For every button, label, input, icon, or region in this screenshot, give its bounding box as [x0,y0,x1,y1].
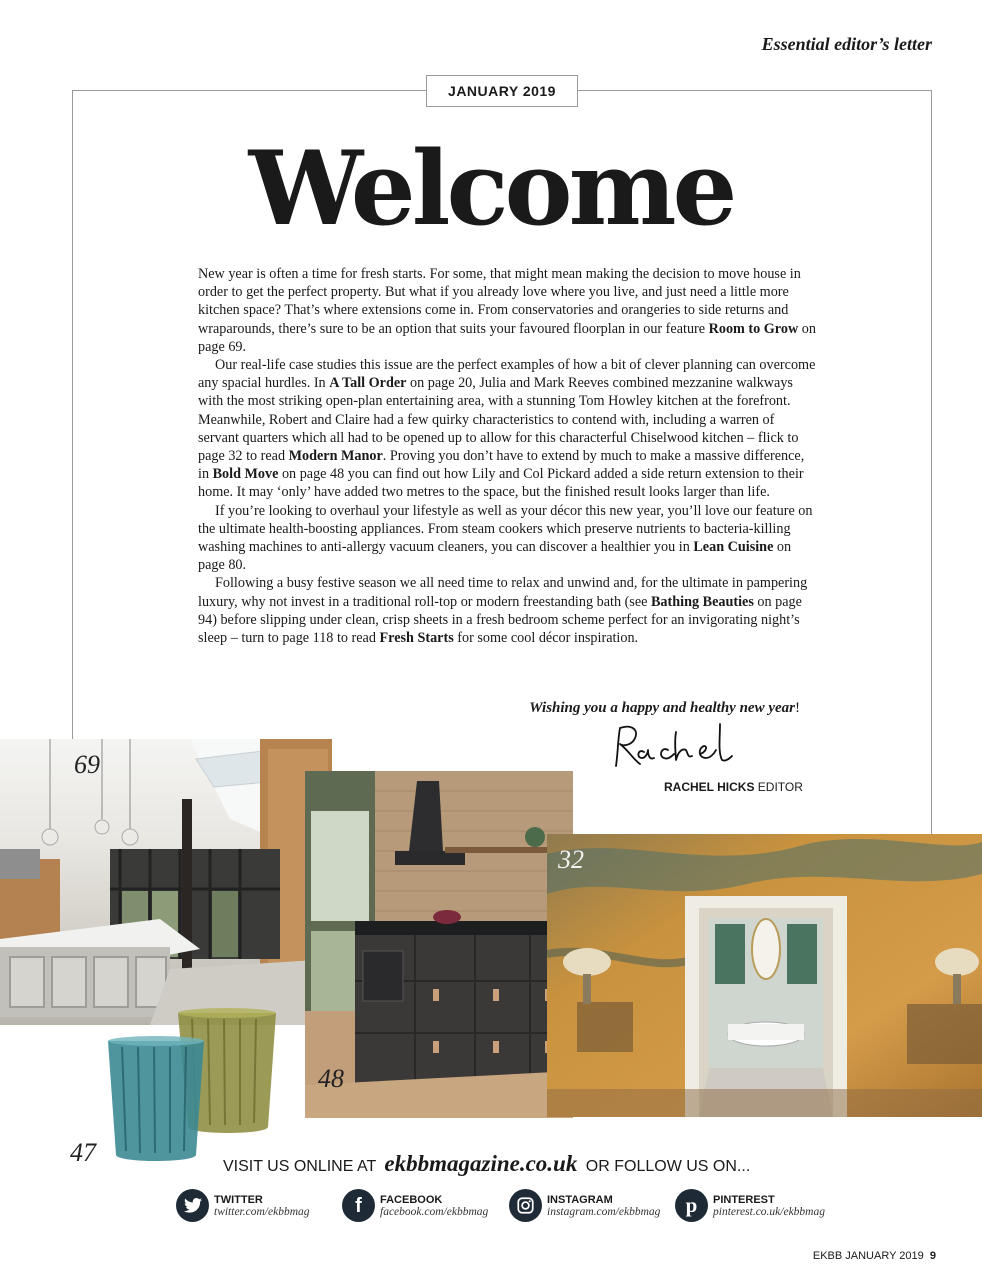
social-handle: twitter.com/ekbbmag [214,1205,310,1218]
text-run: If you’re looking to overhaul your lifestyle as well as your décor this new year, you’ll love our feature on the ultimate health-boosting appliances. From steam cookers which preserve nutrients to bacteria-killing washing machines to anti-allergy vacuum cleaners, you can discover a healthier you in [198,502,813,556]
text-run: on page 69. [198,320,816,355]
editor-letter-body [198,265,816,647]
page-number: 9 [929,1250,936,1262]
social-facebook[interactable] [342,1189,488,1222]
social-twitter[interactable] [176,1189,310,1222]
social-name: TWITTER [214,1193,263,1206]
website-link[interactable]: ekbbmagazine.co.uk [384,1151,578,1176]
social-name: FACEBOOK [380,1193,443,1206]
feature-title: A Tall Order [329,375,407,392]
paragraph [198,574,816,647]
photo-kitchen-extension [0,739,332,1025]
text-run: New year is often a time for fresh starts. For some, that might mean making the decision to move house in order to get the perfect property. But what if you already love where you live, and just need a little more kitchen space? That’s where extensions come in. From conservatories and orangeries to side returns and wraparounds, there’s sure to be an option that suits your favoured floorplan in our feature [198,266,801,337]
social-instagram[interactable] [509,1189,660,1222]
page-title: Welcome [248,129,734,249]
instagram-icon [509,1189,542,1222]
photo-drinking-glasses [100,1005,300,1165]
editor-role: EDITOR [757,780,803,794]
feature-title: Fresh Starts [379,630,454,647]
section-label: Essential editor’s letter [761,34,932,54]
page-ref-47: 47 [70,1138,96,1167]
page-ref-48: 48 [318,1064,344,1093]
text-run: on page 94) before slipping under clean, crisp sheets in a fresh bedroom scheme perfect for an invigorating night’s sleep – turn to page 118 to read [198,593,802,647]
issue-date-tab: JANUARY 2019 [426,75,578,107]
pinterest-icon: p [675,1189,708,1222]
feature-title: Lean Cuisine [693,539,774,556]
text-run: on page 48 you can find out how Lily and Col Pickard added a side return extension to their home. It may ‘only’ have added two metres to the space, but the finished result looks larger than life. [198,466,804,501]
feature-title: Bold Move [212,466,279,483]
editor-credit [664,780,803,794]
social-handle: pinterest.co.uk/ekbbmag [713,1205,825,1218]
photo-gilded-hallway [547,834,982,1117]
photo-dark-kitchen [305,771,573,1118]
paragraph [198,502,816,575]
social-pinterest[interactable] [675,1189,825,1222]
text-run: on page 80. [198,539,792,574]
visit-suffix: OR FOLLOW US ON... [585,1158,751,1175]
twitter-icon [176,1189,209,1222]
page-ref-32: 32 [558,845,584,874]
text-run: for some cool décor inspiration. [453,630,639,647]
wish-text: Wishing you a happy and healthy new year [529,700,795,716]
page-ref-69: 69 [74,750,100,779]
editor-name: RACHEL HICKS [664,780,755,794]
editor-signature [610,722,740,772]
facebook-icon: f [342,1189,375,1222]
feature-title: Modern Manor [288,448,383,465]
text-run: Following a busy festive season we all need time to relax and unwind and, for the ultimate in pampering luxury, why not invest in a traditional roll-top or modern freestanding bath (see [198,575,808,610]
social-name: INSTAGRAM [547,1193,613,1206]
visit-line [223,1151,750,1177]
visit-prefix: VISIT US ONLINE AT [223,1158,376,1175]
social-handle: instagram.com/ekbbmag [547,1205,661,1218]
wish-end: ! [795,700,800,716]
paragraph [198,265,816,356]
text-run: on page 20, Julia and Mark Reeves combined mezzanine walkways with the most striking open-plan entertaining area, with a stunning Tom Howley kitchen at the forefront. Meanwhile, Robert and Claire had a few quirky characteristics to contend with, including a warren of servant quarters which all had to be opened up to allow for this characterful Chiselwood kitchen – flick to page 32 to read [198,375,799,465]
text-run: . Proving you don’t have to extend by much to make a massive difference, in [198,448,805,483]
text-run: Our real-life case studies this issue are the perfect examples of how a bit of clever planning can overcome any spacial hurdles. In [198,357,816,392]
sign-off-wish [529,700,800,717]
feature-title: Bathing Beauties [650,593,754,610]
footer-text: EKBB JANUARY 2019 [812,1250,924,1262]
page-footer [813,1250,936,1262]
feature-title: Room to Grow [708,320,799,337]
social-name: PINTEREST [713,1193,775,1206]
paragraph [198,356,816,502]
social-handle: facebook.com/ekbbmag [380,1205,489,1218]
